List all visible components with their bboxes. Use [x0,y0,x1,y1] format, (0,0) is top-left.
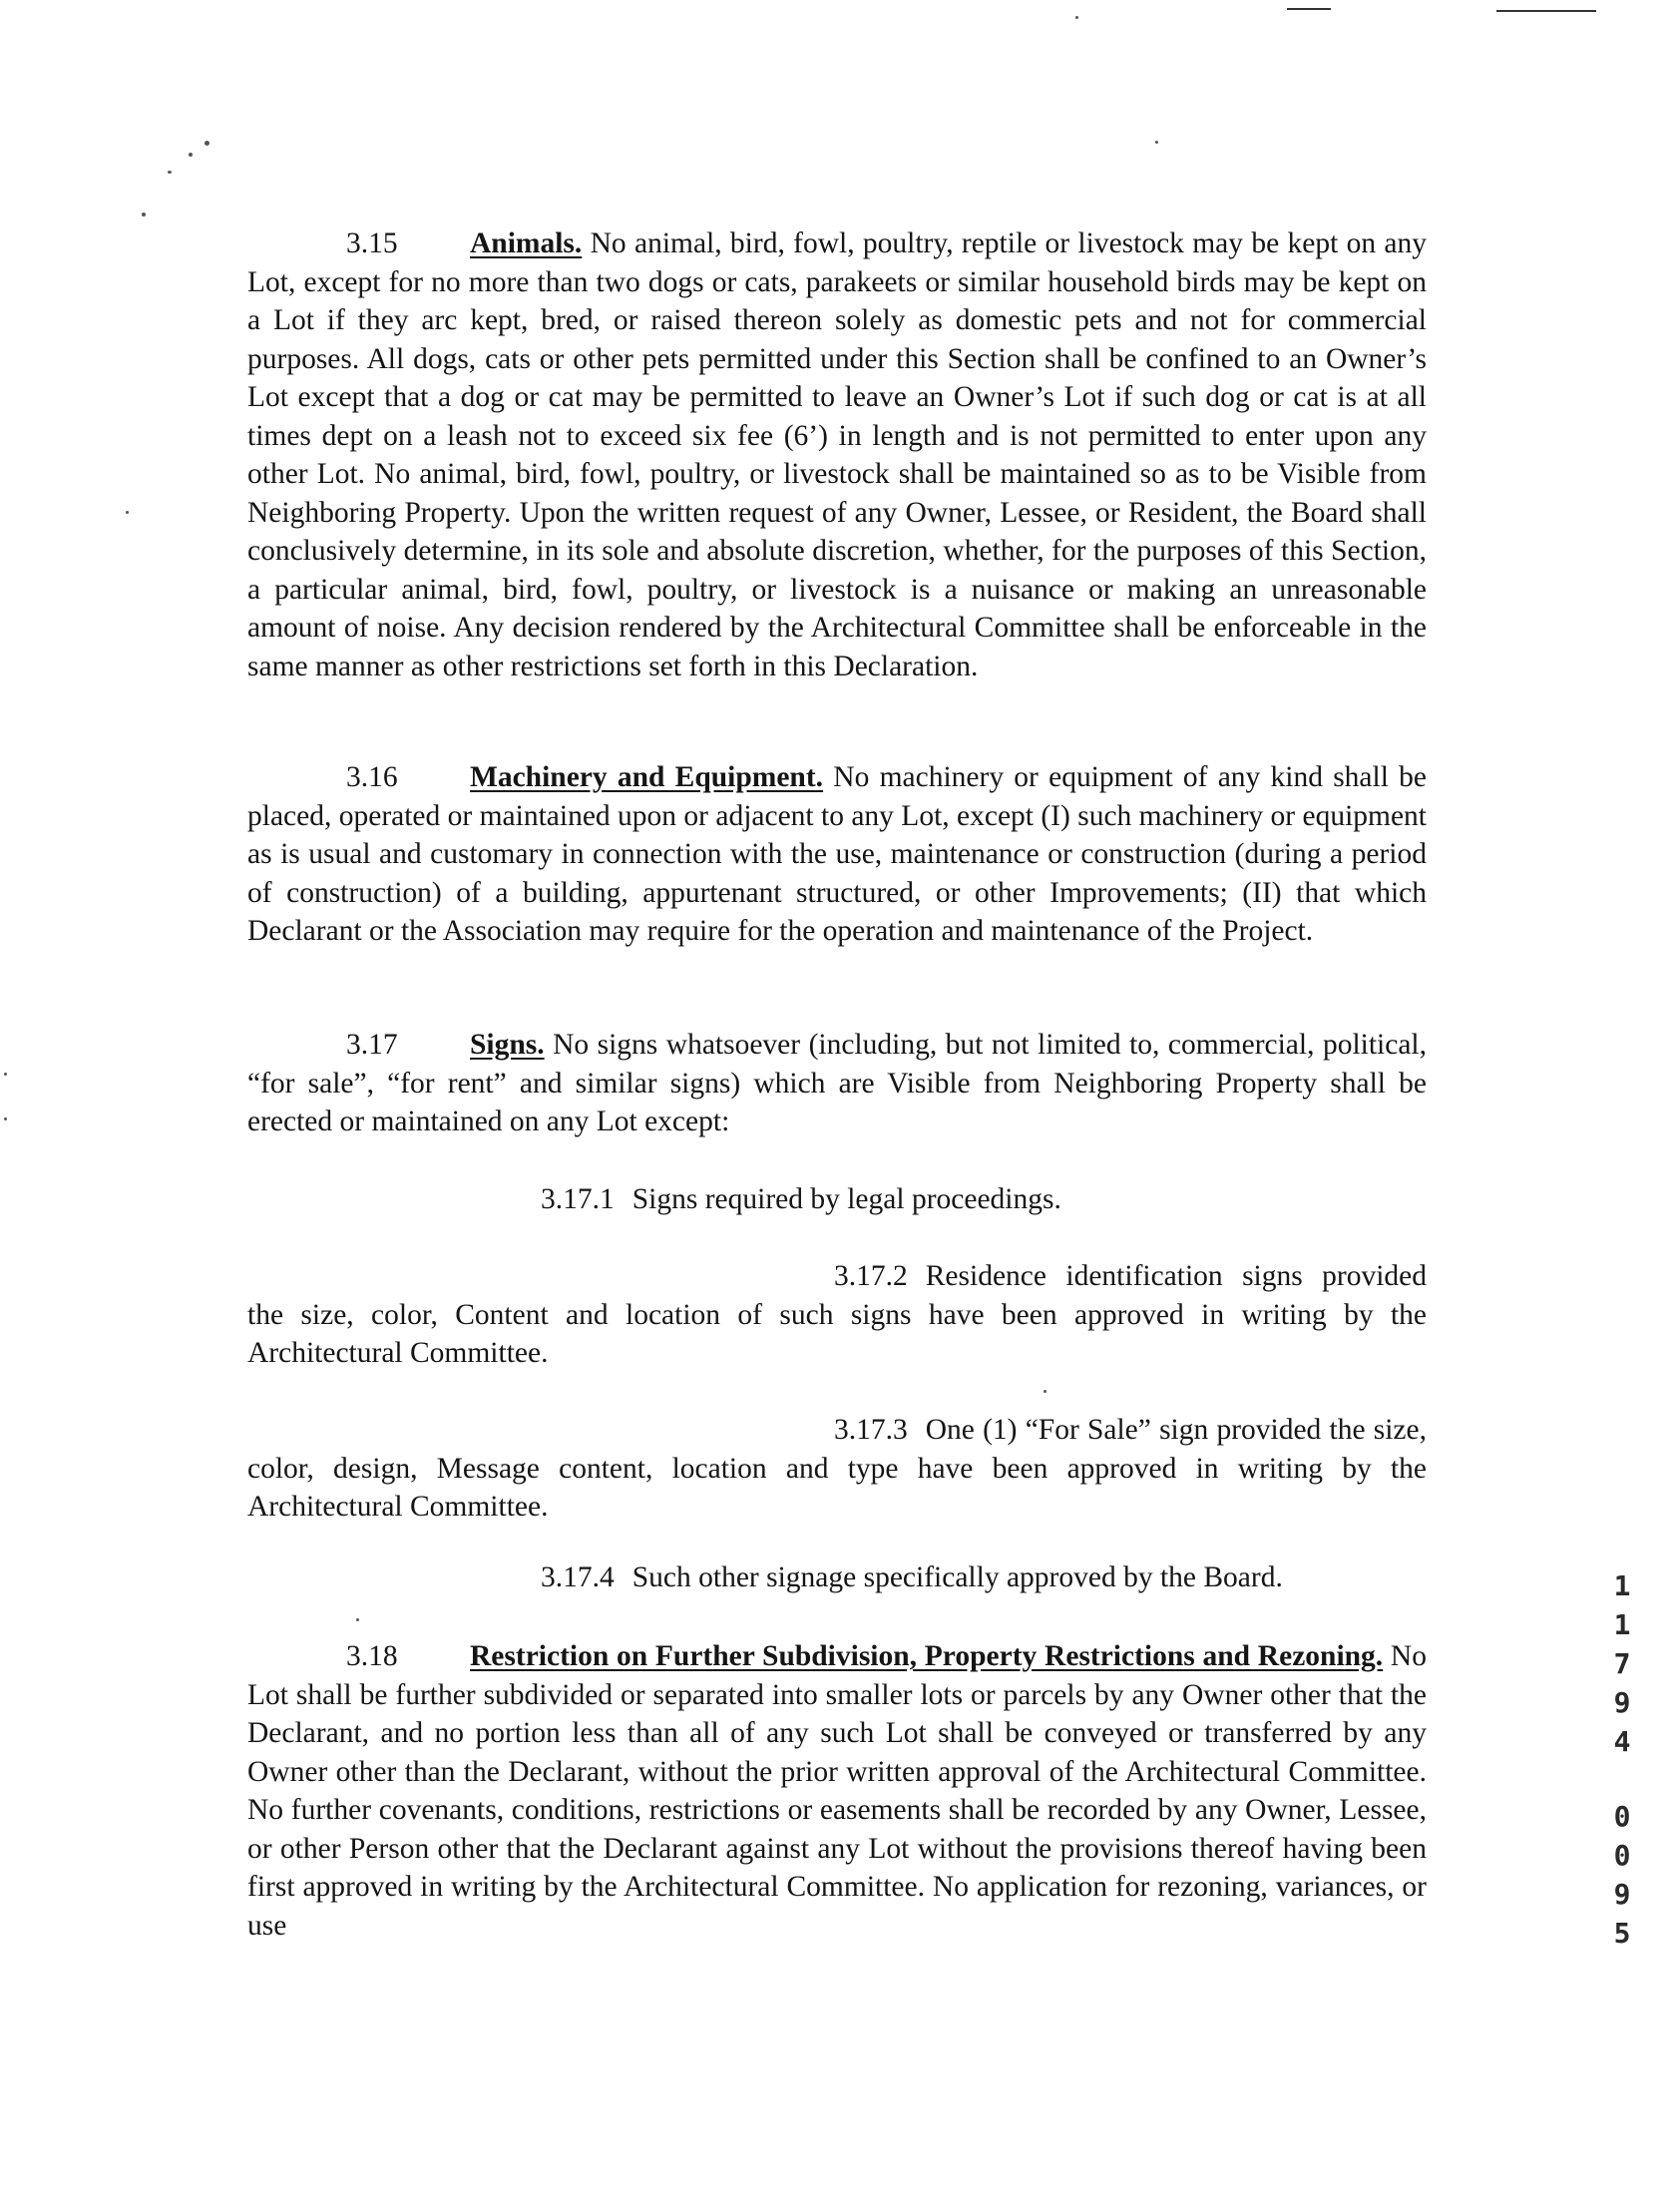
section-3-17 [247,1026,1427,1141]
stamp-digit: 1 [1613,1569,1631,1602]
stamp-digit: 7 [1613,1647,1631,1680]
stamp-gap [1608,1761,1636,1797]
stamp-digit: 1 [1613,1608,1631,1641]
scan-speck [356,1618,359,1621]
section-heading: Machinery and Equipment. [470,761,824,793]
subsection-paragraph [247,1411,1427,1527]
scan-speck [205,141,209,146]
subsection-3-17-1 [247,1180,1427,1219]
stamp-digit: 4 [1613,1725,1631,1758]
section-number: 3.17 [346,1029,398,1061]
section-3-17-paragraph [247,1026,1427,1141]
stamp-digit: 0 [1613,1800,1631,1833]
subsection-number: 3.17.2 [834,1260,908,1292]
scan-speck [189,153,193,157]
subsection-paragraph [247,1558,1427,1597]
section-body: No machinery or equipment of any kind shall be placed, operated or maintained upon or adjacent to any Lot, except (I) such machinery or equipment as is usual and customary in connection with the use, maintenance or construction (during a period of construction) of a building, appurtenant structured, or other Improvements; (II) that which Declarant or the Association may require for the operation and maintenance of the Project. [247,761,1428,947]
subsection-text: Residence identification signs provided the size, color, Content and location of such signs have been approved in writing by the Architectural Committee. [247,1260,1427,1369]
section-3-15 [247,224,1427,685]
scan-mark-top-right [1496,10,1596,12]
section-3-15-paragraph [247,224,1427,685]
section-number: 3.15 [346,227,398,259]
stamp-digit: 0 [1613,1839,1631,1872]
subsection-text: Such other signage specifically approved by the Board. [631,1561,1283,1593]
scan-speck [168,171,172,174]
section-number: 3.16 [346,761,398,793]
section-heading: Restriction on Further Subdivision, Property Restrictions and Rezoning. [470,1640,1384,1672]
scan-speck [1044,1390,1046,1393]
section-3-18-paragraph [247,1637,1427,1945]
subsection-paragraph [247,1180,1427,1219]
subsection-number: 3.17.1 [541,1183,615,1215]
scan-mark-top-center [1287,8,1331,10]
section-heading: Animals. [470,227,583,259]
subsection-text: Signs required by legal proceedings. [631,1183,1061,1215]
section-3-16-paragraph [247,758,1427,951]
section-body: No Lot shall be further subdivided or separated into smaller lots or parcels by any Owner other that the Declarant, and no portion less than all of any such Lot shall be conveyed or transferred by any Owner other than the Declarant, without the prior written approval of the Architectural Committee. No further covenants, conditions, restrictions or easements shall be recorded by any Owner, Lessee, or other Person other that the Declarant against any Lot without the provisions thereof having been first approved in writing by the Architectural Committee. No application for rezoning, variances, or use [247,1640,1427,1942]
subsection-3-17-2 [247,1257,1427,1373]
subsection-number: 3.17.3 [834,1414,908,1446]
section-number: 3.18 [346,1640,398,1672]
stamp-digit: 5 [1613,1917,1631,1950]
stamp-digit: 9 [1613,1878,1631,1911]
recording-number-stamp [1608,1566,1636,1953]
subsection-paragraph [247,1257,1427,1373]
section-body: No signs whatsoever (including, but not limited to, commercial, political, “for sale”, “for rent” and similar signs) which are Visible from Neighboring Property shall be erected or maintained on any Lot except: [247,1029,1427,1137]
scan-speck [126,511,129,514]
subsection-3-17-4 [247,1558,1427,1597]
scan-speck [1075,16,1078,19]
subsection-number: 3.17.4 [541,1561,615,1593]
scan-speck [1155,141,1158,144]
stamp-digit: 9 [1613,1686,1631,1719]
subsection-text: One (1) “For Sale” sign provided the size, color, design, Message content, location and type have been approved in writing by the Architectural Committee. [247,1414,1427,1523]
scan-speck [4,1117,7,1120]
section-body: No animal, bird, fowl, poultry, reptile or livestock may be kept on any Lot, except for no more than two dogs or cats, parakeets or similar household birds may be kept on a Lot if they arc kept, bred, or raised thereon solely as domestic pets and not for commercial purposes. All dogs, cats or other pets permitted under this Section shall be confined to an Owner’s Lot except that a dog or cat may be permitted to leave an Owner’s Lot if such dog or cat is at all times dept on a leash not to exceed six fee (6’) in length and is not permitted to enter upon any other Lot. No animal, bird, fowl, poultry, or livestock shall be maintained so as to be Visible from Neighboring Property. Upon the written request of any Owner, Lessee, or Resident, the Board shall conclusively determine, in its sole and absolute discretion, whether, for the purposes of this Section, a particular animal, bird, fowl, poultry, or livestock is a nuisance or making an unreasonable amount of noise. Any decision rendered by the Architectural Committee shall be enforceable in the same manner as other restrictions set forth in this Declaration. [247,227,1427,682]
scan-speck [142,213,146,217]
section-3-16 [247,758,1427,951]
section-3-18 [247,1637,1427,1945]
subsection-3-17-3 [247,1411,1427,1527]
section-heading: Signs. [470,1029,545,1061]
scan-speck [4,1073,7,1076]
